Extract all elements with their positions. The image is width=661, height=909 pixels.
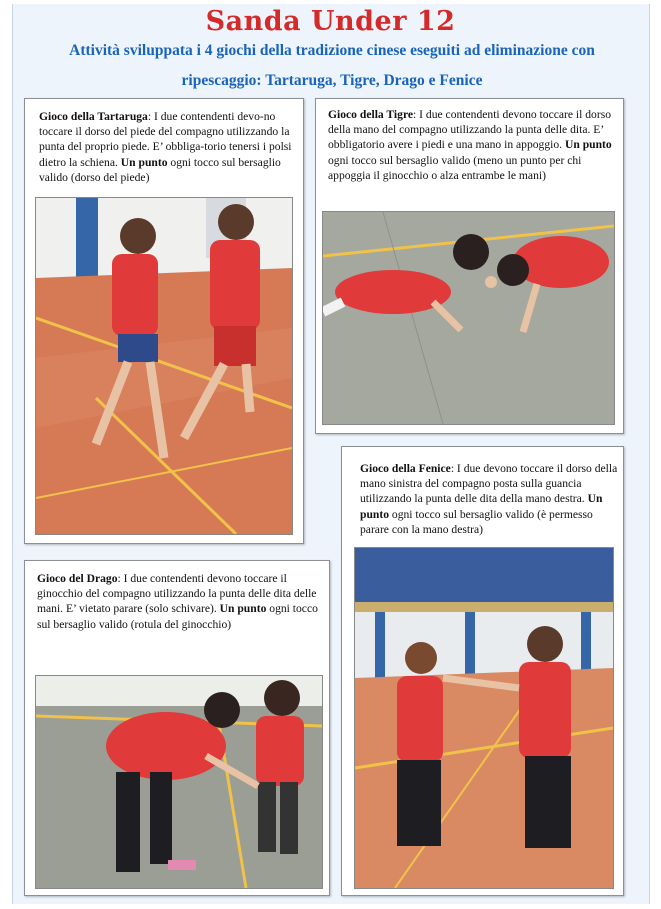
tigre-point: Un punto xyxy=(564,138,612,152)
card-tartaruga xyxy=(24,98,304,544)
tigre-title: Gioco della Tigre xyxy=(328,108,414,121)
card-drago xyxy=(24,560,330,896)
photo-fenice xyxy=(354,547,614,889)
tigre-text: : I due contendenti devono toccare il dorso della mano del compagno utilizzando la punta delle dita. E’ obbligatorio avere i piedi e una mano in appoggio. xyxy=(328,108,612,152)
tigre-text-end: ogni tocco sul bersaglio valido (meno un punto per chi appoggia il ginocchio o alza entrambe le mani) xyxy=(328,153,582,182)
fenice-description xyxy=(360,461,618,537)
page-subtitle: Attività sviluppata i 4 giochi della tradizione cinese eseguiti ad eliminazione con ripescaggio: Tartaruga, Tigre, Drago e Fenice xyxy=(69,42,595,89)
drago-point: Un punto xyxy=(219,602,267,616)
card-tigre xyxy=(315,98,624,434)
tartaruga-text: : I due contendenti devo-no toccare il dorso del piede del compagno utilizzando la punta del proprio piede. E’ obbliga-torio tenersi i polsi dietro la schiena. xyxy=(39,110,292,169)
drago-description xyxy=(37,571,319,632)
tartaruga-description xyxy=(39,109,293,185)
tartaruga-text-end: ogni tocco sul bersaglio valido (dorso del piede) xyxy=(39,155,281,184)
drago-text-end: ogni tocco sul bersaglio valido (rotula del ginocchio) xyxy=(37,602,318,631)
photo-tartaruga xyxy=(35,197,293,535)
drago-text: : I due contendenti devono toccare il ginocchio del compagno utilizzando la punta delle dita delle mani. E’ vietato parare (solo schivare). xyxy=(37,572,317,616)
tigre-description xyxy=(328,107,616,183)
fenice-text: : I due devono toccare il dorso della mano sinistra del compagno posta sulla guancia utilizzando la punta delle dita della mano destra. xyxy=(360,462,618,506)
fenice-text-end: ogni tocco sul bersaglio valido (è permesso parare con la mano destra) xyxy=(360,507,593,536)
photo-drago xyxy=(35,675,323,889)
card-fenice xyxy=(341,446,624,896)
photo-tigre xyxy=(322,211,615,425)
fenice-point: Un punto xyxy=(360,492,603,521)
tartaruga-title: Gioco della Tartaruga xyxy=(39,110,148,123)
tartaruga-point: Un punto xyxy=(120,155,168,169)
drago-title: Gioco del Drago xyxy=(37,572,118,585)
fenice-title: Gioco della Fenice xyxy=(360,462,451,475)
page-title: Sanda Under 12 xyxy=(205,6,456,37)
